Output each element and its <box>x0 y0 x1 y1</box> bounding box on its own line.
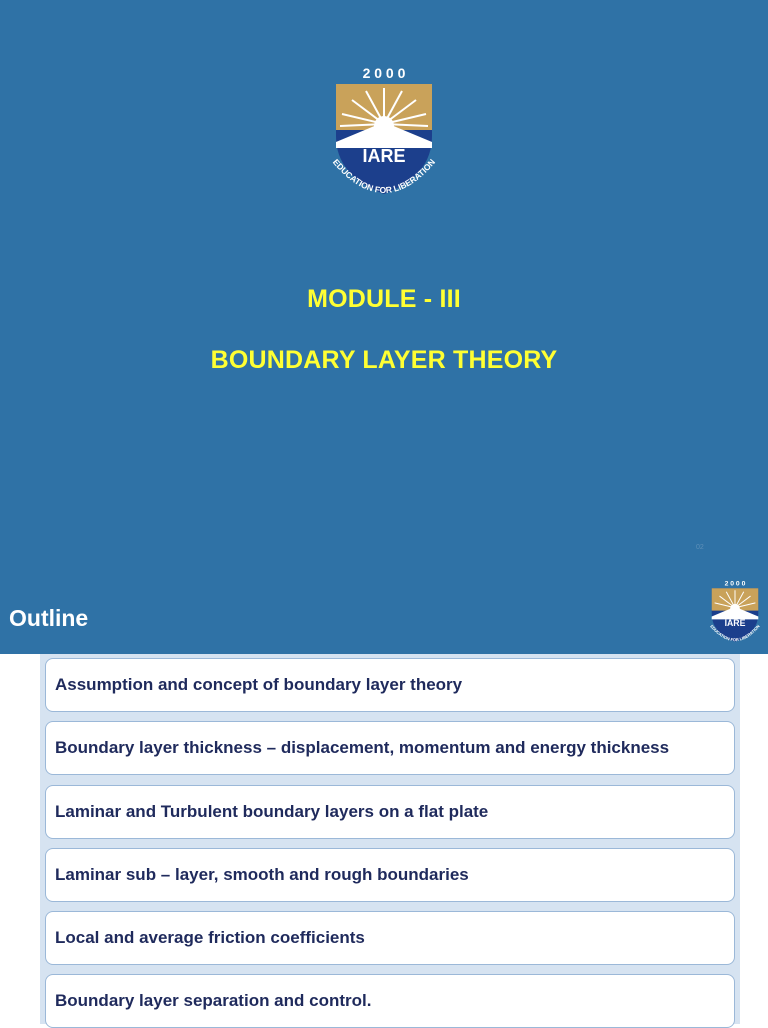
slide-number: 02 <box>696 544 704 551</box>
svg-text:EDUCATION FOR LIBERATION: EDUCATION FOR LIBERATION <box>330 156 438 196</box>
outline-slide <box>0 576 768 1024</box>
outline-heading: Outline <box>9 605 89 631</box>
outline-list <box>40 654 740 1024</box>
svg-text:IARE: IARE <box>724 618 746 629</box>
module-label: MODULE - III <box>307 285 461 313</box>
outline-item-1: Assumption and concept of boundary layer theory <box>45 658 735 712</box>
outline-item-4: Laminar sub – layer, smooth and rough boundaries <box>45 848 735 902</box>
svg-text:2 0 0 0: 2 0 0 0 <box>362 65 406 81</box>
svg-text:IARE: IARE <box>362 146 406 166</box>
svg-text:EDUCATION FOR LIBERATION: EDUCATION FOR LIBERATION <box>709 623 761 643</box>
iare-logo-small <box>702 578 768 652</box>
iare-logo <box>316 64 452 214</box>
outline-item-3: Laminar and Turbulent boundary layers on a flat plate <box>45 785 735 839</box>
outline-item-5: Local and average friction coefficients <box>45 911 735 965</box>
outline-item-2: Boundary layer thickness – displacement, momentum and energy thickness <box>45 721 735 775</box>
module-title: BOUNDARY LAYER THEORY <box>210 346 558 374</box>
outline-item-6: Boundary layer separation and control. <box>45 974 735 1028</box>
outline-header <box>0 576 768 654</box>
svg-text:2 0 0 0: 2 0 0 0 <box>724 580 746 588</box>
